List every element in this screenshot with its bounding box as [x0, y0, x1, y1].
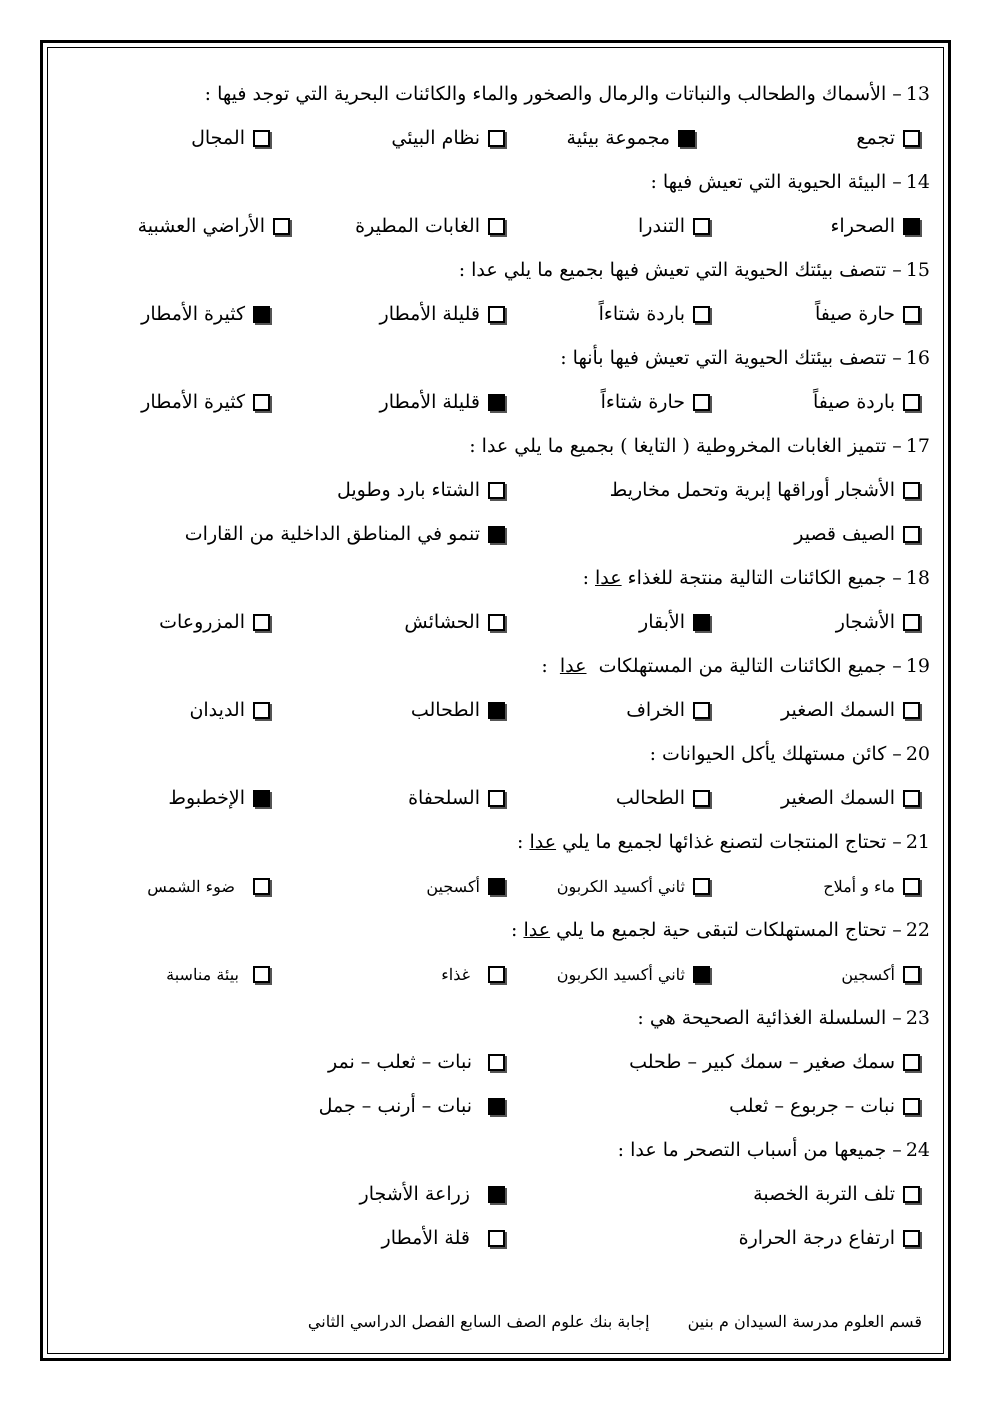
question-number: 14: [905, 171, 930, 193]
question-15: [60, 248, 930, 292]
option[interactable]: [168, 787, 270, 809]
options-24a: [60, 1172, 930, 1216]
checkbox[interactable]: [488, 966, 505, 983]
checkbox[interactable]: [488, 306, 505, 323]
option[interactable]: [147, 877, 270, 896]
option[interactable]: [426, 877, 505, 896]
checkbox[interactable]: [693, 966, 710, 983]
option[interactable]: [639, 611, 710, 633]
question-text: – البيئة الحيوية التي تعيش فيها :: [650, 171, 902, 193]
options-22: [60, 952, 930, 996]
option-label: كثيرة الأمطار: [141, 303, 245, 325]
option-label: السلحفاة: [408, 787, 480, 809]
option[interactable]: [557, 877, 710, 896]
checkbox[interactable]: [488, 878, 505, 895]
options-18: [60, 600, 930, 644]
option-label: سمك صغير – سمك كبير – طحلب: [629, 1051, 895, 1073]
option-label: حارة صيفاً: [815, 303, 895, 325]
option[interactable]: [185, 523, 505, 545]
option-label: الطحالب: [410, 699, 480, 721]
question-text: – جميعها من أسباب التصحر ما عدا :: [617, 1139, 902, 1161]
option-label: الصحراء: [830, 215, 895, 237]
option[interactable]: [781, 699, 920, 721]
checkbox[interactable]: [903, 1054, 920, 1071]
checkbox[interactable]: [488, 1054, 505, 1071]
option-label: حارة شتاءاً: [600, 391, 685, 413]
option-label: مجموعة بيئية: [566, 127, 670, 149]
options-21: [60, 864, 930, 908]
option[interactable]: [441, 965, 505, 984]
option-label: نبات – جربوع – ثعلب: [729, 1095, 895, 1117]
options-20: [60, 776, 930, 820]
option-label: المزروعات: [159, 611, 245, 633]
checkbox[interactable]: [253, 878, 270, 895]
checkbox[interactable]: [253, 306, 270, 323]
question-number: 13: [905, 83, 930, 105]
checkbox[interactable]: [488, 790, 505, 807]
option[interactable]: [391, 127, 505, 149]
option[interactable]: [380, 303, 505, 325]
question-list: [60, 72, 930, 1260]
option[interactable]: [557, 965, 710, 984]
options-15: [60, 292, 930, 336]
option[interactable]: [319, 1095, 505, 1117]
checkbox[interactable]: [903, 1098, 920, 1115]
option-label: تنمو في المناطق الداخلية من القارات: [184, 523, 480, 545]
option[interactable]: [729, 1095, 920, 1117]
checkbox[interactable]: [253, 790, 270, 807]
option[interactable]: [328, 1051, 505, 1073]
option-label: نظام البيئي: [391, 127, 480, 149]
option-label: تجمع: [856, 127, 895, 149]
checkbox[interactable]: [693, 702, 710, 719]
checkbox[interactable]: [253, 130, 270, 147]
option-label: الأراضي العشبية: [137, 215, 265, 237]
option[interactable]: [794, 523, 920, 545]
question-text: – السلسلة الغذائية الصحيحة هي :: [637, 1007, 902, 1029]
checkbox[interactable]: [488, 1230, 505, 1247]
option[interactable]: [823, 877, 920, 896]
checkbox[interactable]: [253, 614, 270, 631]
question-number: 22: [905, 919, 930, 941]
question-number: 16: [905, 347, 930, 369]
option-label: المجال: [191, 127, 245, 149]
question-text: – جميع الكائنات التالية من المستهلكات: [598, 655, 902, 677]
question-number: 23: [905, 1007, 930, 1029]
checkbox[interactable]: [903, 614, 920, 631]
options-13: [60, 116, 930, 160]
option-label: الصيف قصير: [794, 523, 895, 545]
question-keyword: عدا: [595, 567, 622, 589]
option[interactable]: [753, 1183, 920, 1205]
checkbox[interactable]: [253, 394, 270, 411]
question-18: [60, 556, 930, 600]
question-number: 19: [905, 655, 930, 677]
option[interactable]: [337, 479, 505, 501]
option-label: الديدان: [189, 699, 245, 721]
option-label: ارتفاع درجة الحرارة: [738, 1227, 895, 1249]
option-label: غذاء: [441, 964, 470, 984]
page-footer: [60, 1312, 922, 1331]
option[interactable]: [841, 965, 920, 984]
checkbox[interactable]: [678, 130, 695, 147]
option[interactable]: [411, 699, 505, 721]
option[interactable]: [141, 391, 270, 413]
question-number: 15: [905, 259, 930, 281]
option[interactable]: [815, 303, 920, 325]
option[interactable]: [616, 787, 710, 809]
question-number: 24: [905, 1139, 930, 1161]
checkbox[interactable]: [488, 614, 505, 631]
options-17a: [60, 468, 930, 512]
checkbox[interactable]: [273, 218, 290, 235]
options-16: [60, 380, 930, 424]
option-label: أكسجين: [841, 964, 895, 984]
option-label: ضوء الشمس: [147, 876, 235, 896]
option[interactable]: [382, 1227, 505, 1249]
option-label: ثاني أكسيد الكربون: [556, 876, 685, 896]
option-label: الأشجار أوراقها إبرية وتحمل مخاريط: [609, 479, 895, 501]
checkbox[interactable]: [253, 702, 270, 719]
option[interactable]: [380, 391, 505, 413]
question-20: [60, 732, 930, 776]
option[interactable]: [159, 611, 270, 633]
question-16: [60, 336, 930, 380]
question-text: – الأسماك والطحالب والنباتات والرمال والصخور والماء والكائنات البحرية التي توجد فيها :: [204, 83, 902, 105]
question-keyword: عدا: [523, 919, 551, 941]
option[interactable]: [781, 787, 920, 809]
question-text: – تتصف بيئتك الحيوية التي تعيش فيها بجميع ما يلي عدا :: [458, 259, 902, 281]
question-24: [60, 1128, 930, 1172]
option-label: الغابات المطيرة: [355, 215, 480, 237]
checkbox[interactable]: [903, 130, 920, 147]
question-text: – تحتاج المنتجات لتصنع غذائها لجميع ما يلي: [562, 831, 902, 853]
option[interactable]: [166, 965, 270, 984]
option[interactable]: [813, 391, 920, 413]
options-24b: [60, 1216, 930, 1260]
question-text: – تحتاج المستهلكات لتبقى حية لجميع ما يلي: [556, 919, 902, 941]
option[interactable]: [610, 479, 920, 501]
options-23b: [60, 1084, 930, 1128]
option-label: الطحالب: [615, 787, 685, 809]
option[interactable]: [856, 127, 920, 149]
option[interactable]: [830, 215, 920, 237]
question-colon: :: [541, 655, 548, 677]
option-label: قلة الأمطار: [381, 1227, 470, 1249]
option-label: الإخطبوط: [168, 787, 245, 809]
footer-department: قسم العلوم مدرسة السيدان م بنين: [687, 1312, 922, 1331]
checkbox[interactable]: [488, 218, 505, 235]
option-label: تلف التربة الخصبة: [753, 1183, 895, 1205]
option-label: الأبقار: [639, 611, 685, 633]
options-14: [60, 204, 930, 248]
option-label: السمك الصغير: [781, 699, 895, 721]
checkbox[interactable]: [693, 306, 710, 323]
question-text: – كائن مستهلك يأكل الحيوانات :: [649, 743, 902, 765]
option[interactable]: [408, 787, 505, 809]
checkbox[interactable]: [488, 526, 505, 543]
option[interactable]: [836, 611, 920, 633]
option-label: الحشائش: [404, 611, 480, 633]
option[interactable]: [189, 699, 270, 721]
options-23a: [60, 1040, 930, 1084]
checkbox[interactable]: [488, 482, 505, 499]
option-label: بيئة مناسبة: [166, 964, 239, 984]
option-label: ماء و أملاح: [823, 876, 895, 896]
question-13: [60, 72, 930, 116]
option-label: نبات – ثعلب – نمر: [327, 1051, 472, 1073]
question-21: [60, 820, 930, 864]
question-colon: :: [511, 919, 518, 941]
question-text: – تتصف بيئتك الحيوية التي تعيش فيها بأنها :: [560, 347, 902, 369]
option[interactable]: [141, 303, 270, 325]
option[interactable]: [601, 391, 710, 413]
option-label: الأشجار: [835, 611, 895, 633]
option[interactable]: [360, 1183, 505, 1205]
checkbox[interactable]: [903, 1186, 920, 1203]
option[interactable]: [638, 215, 710, 237]
question-14: [60, 160, 930, 204]
option-label: كثيرة الأمطار: [141, 391, 245, 413]
checkbox[interactable]: [903, 878, 920, 895]
checkbox[interactable]: [903, 790, 920, 807]
option-label: قليلة الأمطار: [379, 391, 480, 413]
option-label: التندرا: [638, 215, 685, 237]
checkbox[interactable]: [693, 218, 710, 235]
checkbox[interactable]: [693, 878, 710, 895]
checkbox[interactable]: [488, 702, 505, 719]
checkbox[interactable]: [488, 130, 505, 147]
option-label: زراعة الأشجار: [359, 1183, 470, 1205]
option-label: ثاني أكسيد الكربون: [556, 964, 685, 984]
option-label: نبات – أرنب – جمل: [318, 1095, 472, 1117]
checkbox[interactable]: [903, 482, 920, 499]
option-label: باردة شتاءاً: [598, 303, 685, 325]
question-keyword: عدا: [529, 831, 557, 853]
option-label: الخراف: [626, 699, 685, 721]
option-label: باردة صيفاً: [813, 391, 895, 413]
option[interactable]: [629, 1051, 920, 1073]
option[interactable]: [626, 699, 710, 721]
checkbox[interactable]: [693, 614, 710, 631]
question-number: 17: [905, 435, 930, 457]
question-23: [60, 996, 930, 1040]
question-17: [60, 424, 930, 468]
option[interactable]: [404, 611, 505, 633]
checkbox[interactable]: [488, 1098, 505, 1115]
option-label: قليلة الأمطار: [379, 303, 480, 325]
checkbox[interactable]: [693, 394, 710, 411]
option-label: الشتاء بارد وطويل: [336, 479, 480, 501]
question-colon: :: [582, 567, 589, 589]
option[interactable]: [355, 215, 505, 237]
checkbox[interactable]: [903, 306, 920, 323]
checkbox[interactable]: [253, 966, 270, 983]
question-text: – جميع الكائنات التالية منتجة للغذاء: [627, 567, 902, 589]
question-22: [60, 908, 930, 952]
question-text: – تتميز الغابات المخروطية ( التايغا ) بجميع ما يلي عدا :: [469, 435, 902, 457]
option[interactable]: [739, 1227, 920, 1249]
checkbox[interactable]: [488, 1186, 505, 1203]
question-colon: :: [517, 831, 524, 853]
options-19: [60, 688, 930, 732]
question-keyword: عدا: [559, 655, 587, 677]
option-label: أكسجين: [426, 876, 480, 896]
option[interactable]: [599, 303, 710, 325]
question-19: [60, 644, 930, 688]
question-number: 20: [905, 743, 930, 765]
checkbox[interactable]: [903, 526, 920, 543]
option-label: السمك الصغير: [781, 787, 895, 809]
checkbox[interactable]: [488, 394, 505, 411]
checkbox[interactable]: [903, 394, 920, 411]
question-number: 18: [905, 567, 930, 589]
checkbox[interactable]: [903, 1230, 920, 1247]
checkbox[interactable]: [903, 966, 920, 983]
options-17b: [60, 512, 930, 556]
option[interactable]: [191, 127, 270, 149]
question-number: 21: [905, 831, 930, 853]
checkbox[interactable]: [693, 790, 710, 807]
checkbox[interactable]: [903, 218, 920, 235]
checkbox[interactable]: [903, 702, 920, 719]
option[interactable]: [138, 215, 290, 237]
footer-title: إجابة بنك علوم الصف السابع الفصل الدراسي الثاني: [307, 1312, 650, 1331]
option[interactable]: [567, 127, 695, 149]
